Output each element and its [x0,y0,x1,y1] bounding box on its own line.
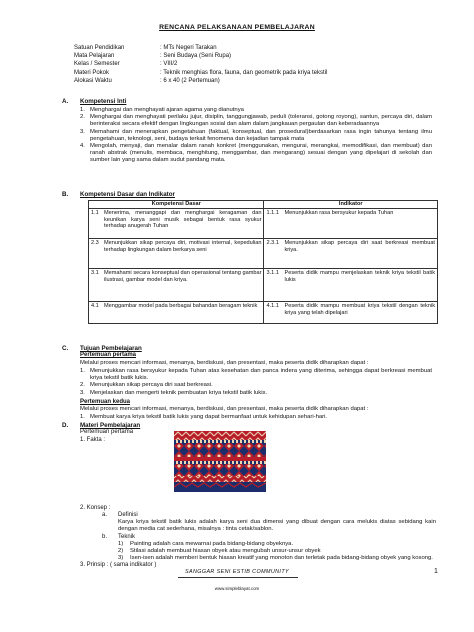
cell-number: 1.1 [91,210,99,216]
table-cell [89,239,264,269]
section-title: Kompetensi Inti [80,98,127,105]
section-title: Materi Pembelajaran [80,422,141,429]
item-number: 3. [80,389,85,396]
cell-text: Menunjukkan rasa bersyukur kepada Tuhan [284,210,394,216]
cell-text: Menunjukkan sikap percaya diri saat berkreasi membuat kriya. [284,240,435,253]
section-b-heading [62,191,175,198]
list-item [80,414,432,421]
item-number: 3. [80,128,85,135]
table-cell [89,269,264,302]
list-item [118,541,436,548]
item-text: Menunjukkan rasa bersyukur kepada Tuhan atas kesehatan dan panca indera yang diterima, sehingga dapat berkreasi membuat kriya tekstil batik lukis. [90,368,432,382]
table-row [89,302,438,324]
footer-website: www.simpleblayat.com [214,586,260,591]
list-item [80,143,432,165]
table-cell [264,302,438,324]
identity-label: Materi Pokok [74,69,110,76]
identity-row [74,52,470,60]
table-row [89,209,438,239]
kompetensi-inti-list [80,107,432,165]
cell-number: 4.1.1 [266,303,279,309]
identity-row [74,77,470,85]
identity-value: : Seni Budaya (Seni Rupa) [160,53,232,60]
meeting-two-intro: Melalui proses mencari informasi, menanya, berdiskusi, dan presentasi, maka peserta didik diharapkan dapat : [80,406,369,412]
identity-label: Satuan Pendidikan [74,45,125,51]
item-number: 3) [118,555,124,562]
identity-value: : Teknik menghias flora, fauna, dan geometrik pada kriya tekstil [160,69,328,76]
section-d-heading [62,422,140,429]
cell-text: Menggambar model pada berbagai bahandan beragam teknik [104,303,258,309]
item-text: Menjelaskan dan mengerti teknik pembuatan kriya tekstil batik lukis. [90,389,268,396]
item-number: 1. [80,368,85,374]
footer-community: SANGGAR SENI ESTIB COMMUNITY [184,569,290,575]
table-header-row [89,201,438,209]
definisi-label: Definisi [118,512,138,518]
page-number: 1 [434,568,438,575]
footer-divider [178,577,298,578]
identity-value: : VIII/2 [160,61,178,68]
cell-number: 3.1 [91,270,99,276]
section-a-heading [62,98,126,105]
identity-value: : MTs Negeri Tarakan [160,45,217,51]
konsep-label: 2. Konsep : [80,505,111,511]
column-header-kd: Kompetensi Dasar [89,201,264,209]
list-item [118,548,436,555]
table-cell [264,209,438,239]
section-c-heading [62,345,142,352]
list-item [80,129,432,143]
meeting-two-goals [80,414,432,421]
table-cell [264,239,438,269]
document-title: RENCANA PELAKSANAAN PEMBELAJARAN [159,24,315,31]
item-text: Menunjukkan sikap percaya diri saat berkreasi. [90,382,213,389]
item-number: 1) [118,541,124,547]
batik-fabric-image [174,431,266,492]
identity-label: Mata Pelajaran [74,53,115,60]
list-item [80,368,432,382]
table-cell [89,302,264,324]
teknik-label: Teknik [118,534,136,540]
cell-number: 3.1.1 [266,270,279,276]
item-text: Painting adalah cara mewarnai pada bidang-bidang obyeknya. [130,541,294,547]
meeting-two-heading: Pertemuan kedua [80,399,131,405]
cell-number: 2.3 [91,240,99,246]
section-letter: B. [62,191,69,198]
teknik-letter: b. [102,534,108,540]
section-letter: A. [62,98,69,105]
cell-number: 4.1 [91,303,99,309]
item-number: 2. [80,114,85,121]
item-text: Memahami dan menerapkan pengetahuan (faktual, konseptual, dan prosedural)berdasarkan rasa ingin tahunya tentang ilmu pengetahuan, teknologi, seni, budaya terkait fenomena dan kejadian tampak mata [90,128,432,142]
section-letter: D. [62,422,69,429]
teknik-list [118,541,436,563]
list-item [118,555,436,562]
fakta-label: 1. Fakta : [80,437,106,443]
cell-text: Peserta didik mampu membuat kriya tekstil dengan teknik kriya yang telah dipelajari [284,303,435,316]
list-item [80,390,432,397]
prinsip-label: 3. Prinsip : ( sama indikator ) [80,562,157,568]
cell-number: 1.1.1 [266,210,279,216]
column-header-indikator: Indikator [264,201,438,209]
table-row [89,239,438,269]
item-number: 1. [80,107,85,113]
identity-value: : 6 x 40 (2 Pertemuan) [160,77,220,84]
list-item [80,114,432,128]
table-cell [264,269,438,302]
identity-label: Kelas / Semester [74,61,120,68]
identity-label: Alokasi Waktu [74,77,112,84]
item-text: Membuat karya kriya tekstil batik lukis yang dapat bermanfaat untuk kehidupan sehari-hari. [90,414,328,420]
item-text: Stilasi adalah membuat hiasan obyek atau mengubah unsur-unsur obyek [130,548,321,555]
cell-text: Menunjukkan sikap percaya diri, motivasi internal, kepedulian terhadap lingkungan dalam berkarya seni [104,240,262,253]
identity-row [74,60,470,68]
item-number: 1. [80,414,85,420]
cell-number: 2.3.1 [266,240,279,246]
item-number: 2. [80,382,85,389]
cell-text: Menerima, menanggapi dan menghargai keragaman dan keunikan karya seni musik sebagai bentuk rasa syukur terhadap anugerah Tuhan [104,210,262,230]
table-cell [89,209,264,239]
definisi-text: Karya kriya tekstil batik lukis adalah karya seni dua dimensi yang dibuat dengan cara melukis diatas sebidang kain dengan media cat sederhana, misalnya : tinta cetak/sablon. [118,519,436,533]
meeting-one-heading: Pertemuan pertama [80,352,137,358]
section-title: Kompetensi Dasar dan Indikator [80,191,175,198]
meeting-label: Pertemuan pertama [80,429,134,435]
item-text: Menghargai dan menghayati ajaran agama yang dianutnya [90,107,244,113]
cell-text: Memahami secara konseptual dan operasional tentang gambar ilustrasi, gambar model dan kriya. [104,270,262,283]
section-letter: C. [62,345,69,352]
identity-block [74,44,470,85]
cell-text: Peserta didik mampu menjelaskan teknik kriya tekstil batik lukis [284,270,435,283]
kompetensi-table [88,200,438,324]
meeting-one-intro: Melalui proses mencari informasi, menanya, berdiskusi, dan presentasi, maka peserta didik diharapkan dapat : [80,360,369,366]
list-item [80,382,432,389]
table-row [89,269,438,302]
meeting-one-goals [80,368,432,397]
definisi-letter: a. [102,512,108,518]
item-text: Mengolah, menyaji, dan menalar dalam ranah konkret (menggunakan, mengurai, merangkai, memodifikasi, dan membuat) dan ranah abstrak (menulis, membaca, menghitung, menggambar, dan mengarang) sesuai dengan yang dipelajari di sekolah dan sumber lain yang sama dalam sudut pandang mata. [90,143,432,164]
section-title: Tujuan Pembelajaran [80,345,142,352]
list-item [80,107,432,114]
item-text: Isen-isen adalah memberi bentuk hiasan kreatif yang monoton dan terletak pada bidang-bidang obyek yang kosong. [130,555,433,562]
item-text: Menghargai dan menghayati perilaku jujur, disiplin, tanggungjawab, peduli (toleransi, gotong royong), santun, percaya diri, dalam berinteraksi secara efektif dengan lingkungan sosial dan alam dalam jangkauan pergaulan dan keberadaannya [90,114,432,128]
item-number: 4. [80,143,85,150]
identity-row [74,69,470,77]
identity-row [74,44,470,52]
item-number: 2) [118,548,124,555]
